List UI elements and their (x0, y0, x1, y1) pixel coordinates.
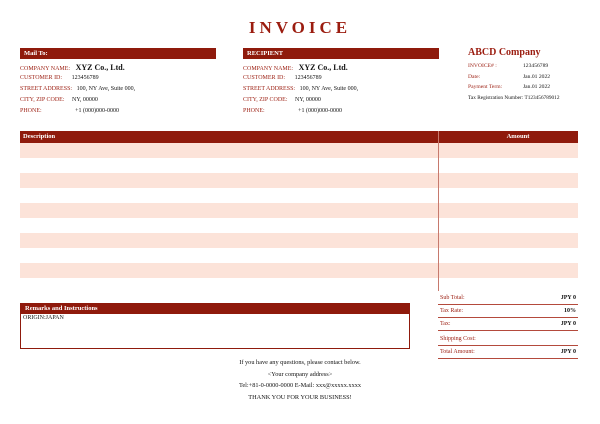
payment-term-label: Payment Term: (468, 84, 503, 90)
recipient-customer-value: 123456789 (294, 75, 322, 81)
company-name: ABCD Company (468, 47, 541, 58)
table-row[interactable] (20, 173, 578, 188)
tax-value: JPY 0 (560, 321, 576, 327)
tax-label: Tax: (440, 321, 451, 327)
recipient-street-row (243, 84, 439, 95)
shipping-row (438, 333, 578, 346)
recipient-company-value: XYZ Co., Ltd. (298, 63, 348, 72)
recipient-customer-label: CUSTOMER ID: (243, 75, 286, 81)
footer-contact: Tel:+81-0-0000-0000 E-Mail: xxx@xxxxx.xxxx (238, 382, 362, 389)
company-section (468, 47, 598, 103)
amount-column-divider (438, 131, 439, 291)
mail-to-city-row (20, 95, 216, 106)
table-row[interactable] (20, 203, 578, 218)
mail-to-customer-label: CUSTOMER ID: (20, 75, 63, 81)
date-row (468, 72, 598, 83)
date-value: Jan.01 2022 (523, 73, 551, 80)
total-amount-value: JPY 0 (560, 349, 576, 355)
tax-registration: Tax Registration Number: T123456789012 (468, 94, 560, 101)
items-table-body (20, 143, 578, 278)
payment-term-value: Jan.01 2022 (523, 84, 551, 90)
subtotal-label: Sub Total: (440, 295, 465, 301)
column-description: Description (23, 133, 56, 140)
shipping-label: Shipping Cost: (440, 336, 476, 342)
remarks-text[interactable]: ORIGIN:JAPAN (23, 315, 64, 321)
column-amount: Amount (506, 133, 530, 140)
recipient-customer-row (243, 73, 439, 84)
invoice-number-row (468, 61, 598, 72)
footer-address: <Your company address> (267, 370, 333, 378)
table-row[interactable] (20, 233, 578, 248)
invoice-number-value: 123456789 (523, 63, 549, 69)
footer-questions: If you have any questions, please contact below. (239, 359, 361, 366)
table-row[interactable] (20, 263, 578, 278)
subtotal-row (438, 292, 578, 305)
table-row[interactable] (20, 218, 578, 233)
recipient-city-value: NY, 00000 (295, 97, 321, 103)
invoice-title: INVOICE (248, 18, 352, 37)
mail-to-company-row (20, 62, 216, 73)
recipient-phone-label: PHONE: (243, 108, 265, 114)
items-table-header (20, 131, 578, 143)
recipient-header: RECIPIENT (243, 48, 439, 59)
total-amount-label: Total Amount: (440, 349, 475, 355)
invoice-number-label: INVOICE# : (468, 63, 497, 69)
mail-to-street-value: 100, NY Ave, Suite 000, (76, 86, 136, 92)
recipient-city-label: CITY, ZIP CODE: (243, 97, 288, 103)
tax-row (438, 318, 578, 331)
mail-to-section (20, 48, 216, 117)
payment-term-row (468, 82, 598, 93)
remarks-box (20, 303, 410, 349)
recipient-city-row (243, 95, 439, 106)
mail-to-customer-value: 123456789 (71, 75, 99, 81)
footer-thanks: THANK YOU FOR YOUR BUSINESS! (248, 393, 352, 401)
mail-to-city-label: CITY, ZIP CODE: (20, 97, 65, 103)
recipient-section (243, 48, 439, 117)
mail-to-street-row (20, 84, 216, 95)
totals-section (438, 292, 578, 359)
mail-to-phone-row (20, 106, 216, 117)
mail-to-customer-row (20, 73, 216, 84)
tax-rate-row (438, 305, 578, 318)
table-row[interactable] (20, 188, 578, 203)
tax-rate-label: Tax Rate: (440, 308, 464, 314)
tax-rate-value: 10% (564, 308, 576, 314)
recipient-company-row (243, 62, 439, 73)
mail-to-phone-value: +1 (000)000-0000 (75, 108, 120, 114)
recipient-phone-row (243, 106, 439, 117)
mail-to-street-label: STREET ADDRESS: (20, 86, 73, 92)
subtotal-value: JPY 0 (560, 295, 576, 301)
mail-to-phone-label: PHONE: (20, 108, 42, 114)
table-row[interactable] (20, 158, 578, 173)
table-row[interactable] (20, 248, 578, 263)
remarks-header: Remarks and Instructions (21, 304, 409, 314)
date-label: Date: (468, 73, 481, 80)
footer (0, 357, 600, 403)
mail-to-city-value: NY, 00000 (72, 97, 98, 103)
recipient-street-label: STREET ADDRESS: (243, 86, 296, 92)
recipient-street-value: 100, NY Ave, Suite 000, (299, 86, 359, 92)
mail-to-company-value: XYZ Co., Ltd. (75, 63, 125, 72)
mail-to-header: Mail To: (20, 48, 216, 59)
table-row[interactable] (20, 143, 578, 158)
recipient-phone-value: +1 (000)000-0000 (298, 108, 343, 114)
recipient-company-label: COMPANY NAME: (243, 66, 294, 72)
mail-to-company-label: COMPANY NAME: (20, 66, 71, 72)
